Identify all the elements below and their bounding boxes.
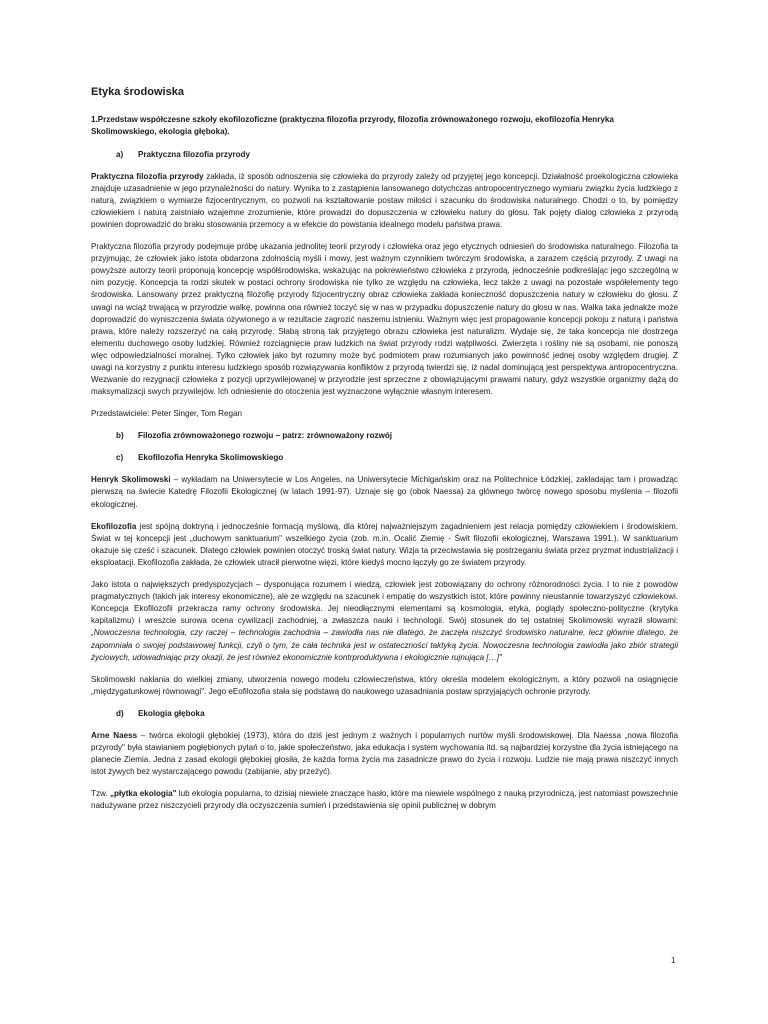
paragraph: Arne Naess – twórca ekologii głębokiej (1973), która do dziś jest jednym z ważnych i popularnych nurtów myśli środowiskowej. Dla Naessa „nowa filozofia przyrody" była stawianiem pogłębionych pytań o to, jakie społeczeństwo, jaka edukacja i system wychowania itd. są najbardziej korzystne dla życia istniejącego na planecie Ziemia. Jedna z zasad ekologii głębokiej głosiła, że każda forma życia ma zasadnicze prawo do życia i rozwoju. Ludzie nie mają prawa niszczyć innych istot żywych bez wystarczającego powodu (zabijanie, aby przeżyć). [91,730,678,777]
section-letter: d) [116,708,124,718]
paragraph: Tzw. „płytka ekologia" lub ekologia popularna, to dzisiaj niewiele znaczące hasło, które ma niewiele wspólnego z nauką przyrodniczą, jest natomiast powszechnie nadużywane przez niszczycieli przyrody dla oczyszczenia sumień i przedstawienia się opinii publicznej w dobrym [91,789,678,811]
page-number: 1 [671,956,676,965]
lead-term: Arne Naess [91,730,138,740]
quotation: „Nowoczesna technologia, czy raczej – technologia zachodnia – zawiodła nas nie dlatego, że zaczęła niszczyć środowisko naturalne, lecz głównie dlatego, że zapomniała o swojej podstawowej funkcji, czyli o tym, że cała technika jest w ostateczności taktyką życia. Nowoczesna technologia zawiodła jako zbiór strategii życiowych, udowadniając przy okazji, że jest również ekonomicznie kontrproduktywna i ekologicznie rujnująca […]" [91,628,678,662]
section-title: Filozofia zrównoważonego rozwoju – patrz: zrównoważony rozwój [138,431,393,441]
section-b-heading [91,430,678,442]
paragraph: Praktyczna filozofia przyrody podejmuje próbę ukazania jednolitej teorii przyrody i człowieka oraz jego etycznych odniesień do środowiska naturalnego. Filozofia ta przyjmując, że człowiek jako istota obdarzona zdolnością myśli i mowy, jest ważnym czynnikiem twórczym środowiska, a zarazem częścią przyrody. Z uwagi na powyższe autorzy teorii proponują koncepcję współśrodowiska, wskazując na pokrewieństwo człowieka z przyrodą, jednocześnie podkreślając jego szczególną w nim pozycję. Koncepcja ta rodzi skutek w postaci ochrony środowiska nie tylko ze względu na człowieka, lecz także z uwagi na pozostałe współelementy tego środowiska. Lansowany przez praktyczną filozofię przyrody fizjocentryczny obraz człowieka zakłada konieczność dopuszczenia natury w człowieku do głosu. Z uwagi na wciąż trwającą w przyrodzie walkę, powinna ona również toczyć się w nas w przypadku dopuszczenie natury do głosu w nas. Walka taka jednakże może doprowadzić do wyniszczenia świata ożywionego a w rezultacie zagrozić naszemu istnieniu. Ważnym więc jest propagowanie koncepcji pokoju z naturą i państwa prawa, które należy rozszerzyć na całą przyrodę. Słabą stroną tak przyjętego obrazu człowieka jest naturalizm. Wydaje się, że taka koncepcja nie dostrzega elementu duchowego osoby ludzkiej. Również rozciągnięcie praw ludzkich na świat przyrody rodzi wątpliwości. Zwierzęta i rośliny nie są osobami, nie ponoszą więc odpowiedzialności moralnej. Tylko człowiek jako byt rozumny może być podmiotem praw rozumianych jako powinność jednej osoby względem drugiej. Z uwagi na korzystny z punktu interesu ludzkiego sposób rozwiązywania konfliktów z przyrodą twierdzi się, iż nadal dominującą jest perspektywa antropocentryczna. Wezwanie do rezygnacji człowieka z pozycji uprzywilejowanej w przyrodzie jest sprzeczne z obowiązującymi prawami natury, gdyż wszystkie organizmy dążą do maksymalizacji swych przywilejów. Ich odniesienie do otoczenia jest wyznaczone wyłącznie własnym interesem. [91,242,678,397]
section-d-heading [91,708,678,720]
paragraph: Skolimowski nakłania do wielkiej zmiany, utworzenia nowego modelu człowieczeństwa, który określa modelem ekologicznym, a który pozwoli na osiągnięcie „międzygatunkowej równowagi". Jego eEofilozofia stała się podstawą do naukowego uzasadniania postaw sprzyjających ochronie przyrody. [91,674,678,696]
lead-term: Henryk Skolimowski [91,475,171,485]
paragraph: Jako istota o największych predyspozycjach – dysponująca rozumem i wiedzą, człowiek jest zobowiązany do ochrony różnorodności życia. I to nie z powodów pragmatycznych (takich jak interesy ekonomiczne), ale ze względu na szacunek i empatię do wszystkich istot, które powinny nieustannie towarzyszyć człowiekowi. Koncepcja Ekofilozofii przekracza ramy ochrony środowiska. Jej nieodłącznymi elementami są kosmologia, etyka, poglądy społeczno-polityczne (krytyka kapitalizmu) i wreszcie surowa ocena cywilizacji zachodniej, a zwłaszcza nauki i technologii. Swój stosunek do tej ostatniej Skolimowski wyraził słowami: „Nowoczesna technologia, czy raczej – technologia zachodnia – zawiodła nas nie dlatego, że zaczęła niszczyć środowisko naturalne, lecz głównie dlatego, że zapomniała o swojej podstawowej funkcji, czyli o tym, że cała technika jest w ostateczności taktyką życia. Nowoczesna technologia zawiodła jako zbiór strategii życiowych, udowadniając przy okazji, że jest również ekonomicznie kontrproduktywna i ekologicznie rujnująca […]" [91,580,678,662]
section-c-heading [91,452,678,464]
section-title: Praktyczna filozofia przyrody [138,149,250,159]
paragraph: Henryk Skolimowski – wykładam na Uniwersytecie w Los Angeles, na Uniwersytecie Michigańskim oraz na Politechnice Łódzkiej, zakładając tam i prowadząc pierwszą na świecie Katedrę Filozofii Ekologicznej (w latach 1991-97). Uznaje się go (obok Naessa) za głównego twórcę nowego sposobu myślenia – filozofii ekologicznej. [91,475,678,509]
representatives-line: Przedstawiciele: Peter Singer, Tom Regan [91,409,243,419]
section-title: Ekofilozofia Henryka Skolimowskiego [138,453,284,463]
section-letter: c) [116,453,124,463]
lead-term: Praktyczna filozofia przyrody [91,171,204,181]
paragraph: Praktyczna filozofia przyrody zakłada, iż sposób odnoszenia się człowieka do przyrody zależy od przyjętej jego koncepcji. Działalność proekologiczna człowieka znajduje uzasadnienie w jego przynależności do natury. Wynika to z zastąpienia lansowanego dotychczas antropocentrycznego wymiaru związku życia ludzkiego z naturą, związkiem o wymiarze fizjocentrycznym, co pozwoli na kształtowanie postaw miłości i szacunku do środowiska naturalnego. Chodzi o to, by pomiędzy człowiekiem i naturą zaistniało wzajemne zrozumienie, które prowadzi do dopuszczenia w człowieku natury do głosu. Tak pojęty dialog człowieka z przyrodą powinien doprowadzić do braku stosowania przemocy a w efekcie do powstania idealnego modelu państwa prawa. [91,171,678,229]
lead-term: „płytka ekologia" [109,789,177,799]
paragraph: Ekofilozofia jest spójną doktryną i jednocześnie formacją myślową, dla której najważniejszym zagadnieniem jest relacja pomiędzy człowiekiem i środowiskiem. Świat w tej koncepcji jest „duchowym sanktuarium" wszelkiego życia (zob. m.in. Ocalić Ziemię - Świt filozofii ekologicznej, Warszawa 1991.). W sanktuarium okazuje się cześć i szacunek. Dlatego człowiek powinien otoczyć troską świat natury. Wizja ta przeciwstawia się postrzeganiu świata przez pryzmat industrializacji i eksploatacji. Ekofilozofia zakłada, że człowiek utracił pierwotne więzi, które kiedyś mocno łączyły go ze światem przyrody. [91,521,678,567]
question-heading: 1.Przedstaw współczesne szkoły ekofilozoficzne (praktyczna filozofia przyrody, filozofia zrównoważonego rozwoju, ekofilozofia Henryka Skolimowskiego, ekologia głęboka). [91,115,614,137]
section-a-heading [91,149,678,161]
section-title: Ekologia głęboka [138,708,205,718]
document-page [91,86,678,822]
section-letter: b) [116,431,124,441]
document-title: Etyka środowiska [91,86,184,98]
lead-term: Ekofilozofia [91,521,137,531]
section-letter: a) [116,149,124,159]
